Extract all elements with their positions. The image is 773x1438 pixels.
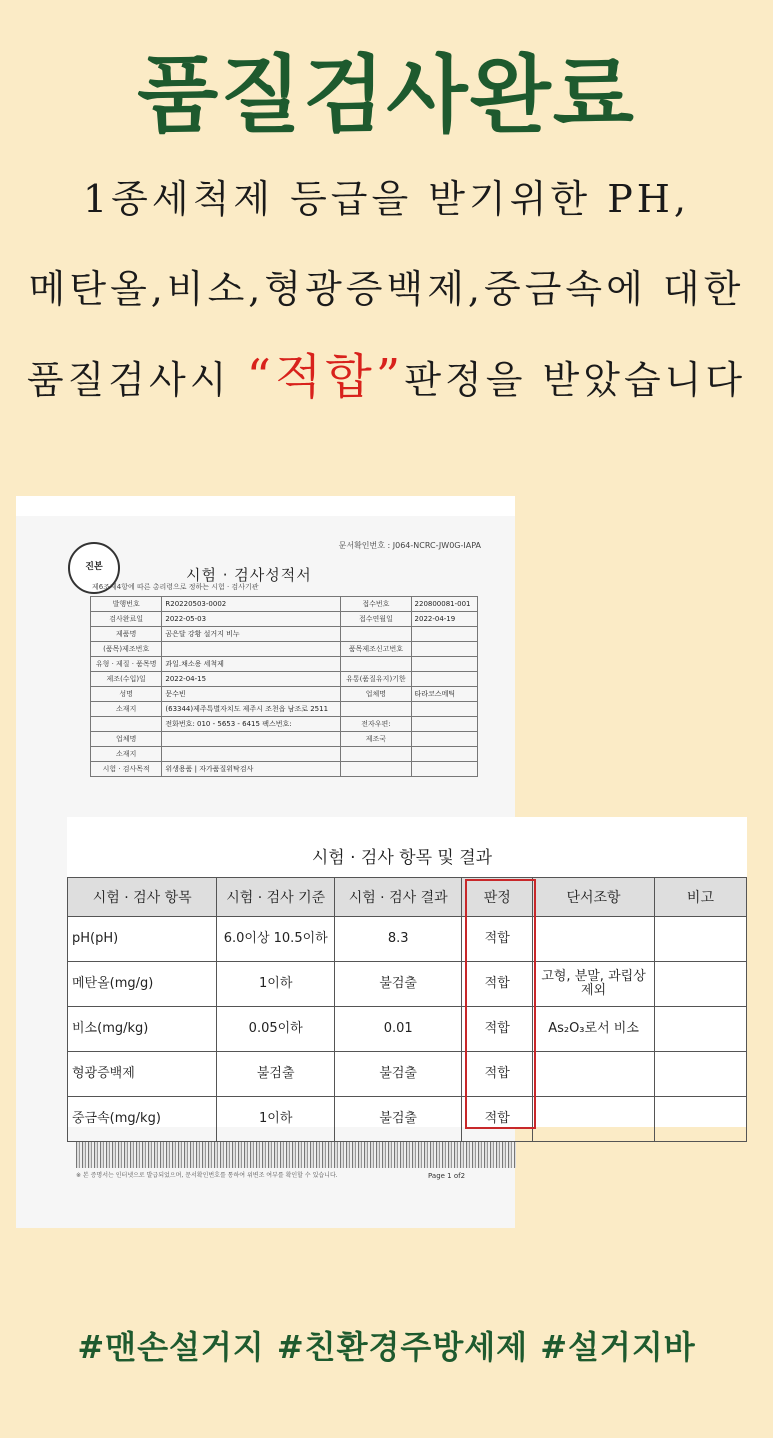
form-value <box>411 732 477 747</box>
intro-line-3-before: 품질검사시 <box>26 358 247 402</box>
form-value: 전화번호: 010 - 5653 - 6415 팩스번호: <box>162 717 341 732</box>
form-value: 문수빈 <box>162 687 341 702</box>
results-header-cell: 시험 · 검사 기준 <box>217 878 335 917</box>
form-label: 소재지 <box>91 702 162 717</box>
form-value <box>411 762 477 777</box>
cell-standard: 6.0이상 10.5이하 <box>217 917 335 962</box>
certificate-form <box>90 596 478 777</box>
form-value: 위생용품 | 자가품질위탁검사 <box>162 762 341 777</box>
intro-line-3-after: 판정을 받았습니다 <box>404 358 747 402</box>
form-value <box>411 657 477 672</box>
form-label <box>341 627 411 642</box>
cell-note <box>654 1097 746 1142</box>
hashtags: #맨손설거지 #친환경주방세제 #설거지바 <box>77 1328 696 1366</box>
results-header-cell: 시험 · 검사 결과 <box>335 878 462 917</box>
intro-line-2: 메탄올,비소,형광증백제,중금속에 대한 <box>28 267 745 311</box>
results-row <box>68 1052 747 1097</box>
form-label <box>341 762 411 777</box>
cell-verdict: 적합 <box>462 917 533 962</box>
form-label: 접수번호 <box>341 597 411 612</box>
cell-item: 형광증백제 <box>68 1052 217 1097</box>
form-value: (63344)제주특별자치도 제주시 조천읍 남조로 2511 <box>162 702 341 717</box>
cell-clause <box>533 917 655 962</box>
intro-line-1: 1종세척제 등급을 받기위한 PH, <box>83 177 690 221</box>
form-value: 과일.채소용 세척제 <box>162 657 341 672</box>
form-label: 업체명 <box>91 732 162 747</box>
footer-note: ※ 본 증명서는 인터넷으로 발급되었으며, 문서확인번호를 통하여 위변조 여부를 확인할 수 있습니다. <box>76 1172 338 1179</box>
form-label <box>341 702 411 717</box>
form-label: 접수연월일 <box>341 612 411 627</box>
doc-number: 문서확인번호 : J064-NCRC-JW0G-IAPA <box>338 541 481 550</box>
form-label: 소재지 <box>91 747 162 762</box>
cell-clause: As₂O₃로서 비소 <box>533 1007 655 1052</box>
results-title: 시험 · 검사 항목 및 결과 <box>311 848 493 868</box>
form-value: R20220503-0002 <box>162 597 341 612</box>
cell-standard: 1이하 <box>217 1097 335 1142</box>
cell-clause <box>533 1052 655 1097</box>
form-value <box>411 642 477 657</box>
results-body <box>68 917 747 1142</box>
results-row <box>68 1007 747 1052</box>
form-value <box>411 627 477 642</box>
form-body <box>91 597 478 777</box>
form-row <box>91 717 478 732</box>
cell-item: 중금속(mg/kg) <box>68 1097 217 1142</box>
cell-item: pH(pH) <box>68 917 217 962</box>
form-value: 2022-04-19 <box>411 612 477 627</box>
form-label: 유통(품질유지)기한 <box>341 672 411 687</box>
form-label <box>341 657 411 672</box>
results-row <box>68 1097 747 1142</box>
headline: 품질검사완료 <box>137 46 636 144</box>
cell-verdict: 적합 <box>462 1097 533 1142</box>
page-number: Page 1 of2 <box>428 1172 466 1180</box>
form-row <box>91 597 478 612</box>
verification-code-strip <box>76 1142 516 1168</box>
form-row <box>91 687 478 702</box>
form-value <box>411 747 477 762</box>
form-row <box>91 627 478 642</box>
cell-standard: 0.05이하 <box>217 1007 335 1052</box>
form-value <box>411 702 477 717</box>
results-header-cell: 비고 <box>654 878 746 917</box>
form-row <box>91 702 478 717</box>
verdict-column-highlight <box>465 879 536 1129</box>
form-label: 제품명 <box>91 627 162 642</box>
form-label <box>91 717 162 732</box>
form-label: 품목제조신고번호 <box>341 642 411 657</box>
cell-result: 불검출 <box>335 1097 462 1142</box>
form-label: 검사완료일 <box>91 612 162 627</box>
authenticity-seal: 진본 <box>68 542 120 594</box>
cell-verdict: 적합 <box>462 1007 533 1052</box>
form-label: 발행번호 <box>91 597 162 612</box>
form-label: 업체명 <box>341 687 411 702</box>
form-label: 제조(수입)일 <box>91 672 162 687</box>
results-header-cell: 단서조항 <box>533 878 655 917</box>
form-row <box>91 747 478 762</box>
form-label: 전자우편: <box>341 717 411 732</box>
cell-item: 메탄올(mg/g) <box>68 962 217 1007</box>
form-value: 2022-05-03 <box>162 612 341 627</box>
results-header-cell: 시험 · 검사 항목 <box>68 878 217 917</box>
cell-item: 비소(mg/kg) <box>68 1007 217 1052</box>
form-label: 유형 · 제질 · 품목명 <box>91 657 162 672</box>
results-header-cell: 판정 <box>462 878 533 917</box>
cell-result: 불검출 <box>335 962 462 1007</box>
results-row <box>68 917 747 962</box>
form-value <box>411 717 477 732</box>
cell-standard: 1이하 <box>217 962 335 1007</box>
verdict-highlight: “적합” <box>246 349 405 405</box>
form-row <box>91 657 478 672</box>
form-value <box>162 642 341 657</box>
cell-result: 8.3 <box>335 917 462 962</box>
form-row <box>91 612 478 627</box>
certificate-subtitle: 제6조제4항에 따른 총리령으로 정하는 시험 · 검사기관 <box>92 583 259 591</box>
form-value <box>162 747 341 762</box>
results-header-row <box>68 878 747 917</box>
cell-note <box>654 1052 746 1097</box>
form-value: 220800081-001 <box>411 597 477 612</box>
form-row <box>91 672 478 687</box>
cell-clause <box>533 1097 655 1142</box>
form-value: 타라코스메틱 <box>411 687 477 702</box>
form-label: 제조국 <box>341 732 411 747</box>
form-value <box>162 732 341 747</box>
cell-note <box>654 917 746 962</box>
cell-result: 0.01 <box>335 1007 462 1052</box>
form-row <box>91 732 478 747</box>
form-label: (품목)제조번호 <box>91 642 162 657</box>
cell-clause: 고형, 분말, 과립상 제외 <box>533 962 655 1007</box>
results-panel <box>67 817 747 1127</box>
cell-note <box>654 962 746 1007</box>
form-label: 성명 <box>91 687 162 702</box>
form-row <box>91 762 478 777</box>
form-label <box>341 747 411 762</box>
form-value: 2022-04-15 <box>162 672 341 687</box>
cell-standard: 불검출 <box>217 1052 335 1097</box>
cell-result: 불검출 <box>335 1052 462 1097</box>
results-table <box>67 877 747 1142</box>
intro-line-3 <box>0 338 773 407</box>
form-value: 곰은달 강황 설거지 비누 <box>162 627 341 642</box>
form-value <box>411 672 477 687</box>
form-row <box>91 642 478 657</box>
cell-verdict: 적합 <box>462 962 533 1007</box>
form-label: 시험 · 검사목적 <box>91 762 162 777</box>
certificate-title: 시험 · 검사성적서 <box>186 566 312 584</box>
results-row <box>68 962 747 1007</box>
cell-note <box>654 1007 746 1052</box>
cell-verdict: 적합 <box>462 1052 533 1097</box>
